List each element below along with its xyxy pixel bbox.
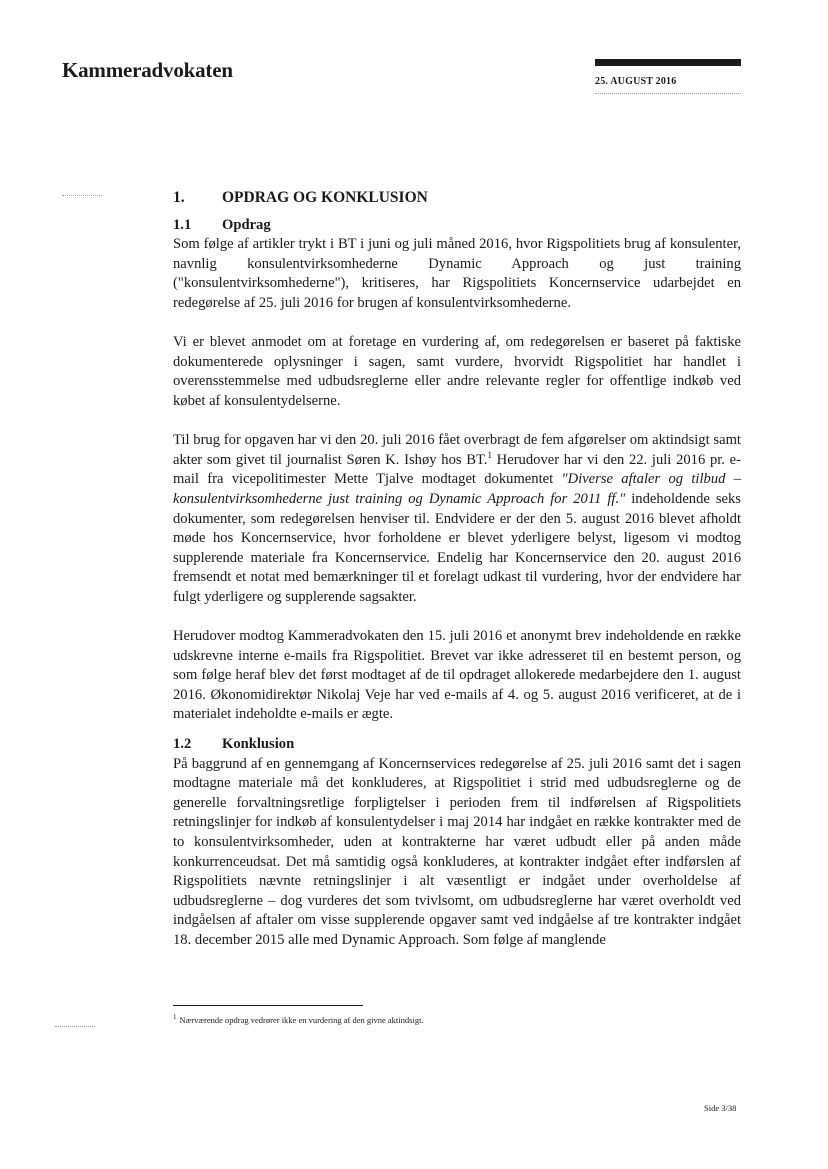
paragraph: På baggrund af en gennemgang af Koncernservices redegørelse af 25. juli 2016 samt det i sagen modtagne materiale må det konkluderes, at Rigspolitiet i strid med udbudsreglerne og de generelle forvaltningsretlige forpligtelser i perioden frem til indførelsen af Rigspolitiets retningslinjer for indkøb af konsulentydelser i maj 2014 har indgået en række kontrakter med de to konsulentvirksomheder, uden at kontrakterne har været udbudt eller på anden måde konkurrenceudsat. Det må samtidig også konkluderes, at kontrakter indgået efter indførslen af Rigspolitiets nævnte retningslinjer i alt væsentligt er indgået under overholdelse af udbudsreglerne – dog vurderes det som tvivlsomt, om udbudsreglerne har været overholdt ved indgåelsen af aftaler om visse supplerende opgaver samt ved indgåelse af tre kontrakter indgået 18. december 2015 alle med Dynamic Approach. Som følge af manglende — [173, 755, 741, 948]
subsection-heading — [173, 216, 741, 236]
subsection-heading — [173, 735, 741, 755]
paragraph: Herudover modtog Kammeradvokaten den 15. juli 2016 et anonymt brev indeholdende en række udskrevne interne e-mails fra Rigspolitiet. Brevet var ikke adresseret til en bestemt person, og som følge heraf blev det først modtaget af de til opdraget allokerede medarbejdere den 1. august 2016. Økonomidirektør Nikolaj Veje har ved e-mails af 4. og 5. august 2016 verificeret, at de i materialet indeholdte e-mails er ægte. — [173, 628, 741, 723]
page-number: Side 3/38 — [704, 1103, 737, 1113]
paragraph: Vi er blevet anmodet om at foretage en vurdering af, om redegørelsen er baseret på faktiske dokumenterede oplysninger i sagen, samt vurdere, hvorvidt Rigspolitiet har handlet i overensstemmelse med udbudsreglerne eller andre relevante regler for offentlige indkøb ved købet af konsulentydelserne. — [173, 334, 741, 409]
subsection-title: Opdrag — [222, 216, 271, 233]
subsection-title: Konklusion — [222, 736, 295, 753]
header-bar — [595, 59, 741, 66]
section-heading — [173, 188, 741, 208]
section-number: 1. — [173, 189, 185, 206]
footnote — [173, 1013, 424, 1025]
document-date: 25. AUGUST 2016 — [595, 76, 677, 87]
footnote-reference[interactable]: 1 — [487, 449, 492, 460]
margin-marker — [55, 1026, 95, 1027]
document-body — [173, 188, 741, 970]
paragraph-text: Herudover har vi den 22. juli 2016 pr. e-mail fra vicepolitimester Mette Tjalve modtaget dokumentet — [173, 451, 741, 488]
document-title: "Diverse aftaler og tilbud – konsulentvirksomhederne just training og Dynamic Approach for 2011 ff." — [173, 471, 742, 507]
section-title: OPDRAG OG KONKLUSION — [222, 189, 428, 206]
footnote-number: 1 — [173, 1013, 177, 1021]
footnote-text: Nærværende opdrag vedrører ikke en vurdering af den givne aktindsigt. — [179, 1014, 424, 1025]
date-divider — [595, 93, 741, 94]
subsection-number: 1.1 — [173, 216, 192, 233]
margin-marker — [62, 195, 102, 196]
paragraph-text: indeholdende seks dokumenter, som redegørelsen henviser til. Endvidere er der den 5. august 2016 blevet afholdt møde hos Koncernservice, hvor forholdene er blevet yderligere belyst, ligesom vi modtog supplerende materiale fra Koncernservice. Endelig har Koncernservice den 20. august 2016 fremsendt et notat med bemærkninger til et forelagt udkast til vurdering, hvor der endvidere har fulgt yderligere og supplerende sagsakter. — [173, 490, 741, 605]
footnote-divider — [173, 1005, 363, 1006]
paragraph-text: Til brug for opgaven har vi den 20. juli 2016 fået overbragt de fem afgørelser om aktindsigt samt akter som givet til journalist Søren K. Ishøy hos BT. — [173, 432, 741, 468]
paragraph — [173, 431, 741, 607]
brand-name: Kammeradvokaten — [62, 58, 233, 82]
subsection-number: 1.2 — [173, 736, 192, 753]
paragraph: Som følge af artikler trykt i BT i juni og juli måned 2016, hvor Rigspolitiets brug af konsulenter, navnlig konsulentvirksomhederne Dynamic Approach og just training ("konsulentvirksomhederne"), kritiseres, har Rigspolitiets Koncernservice udarbejdet en redegørelse af 25. juli 2016 for brugen af konsulentvirksomhederne. — [173, 236, 741, 311]
